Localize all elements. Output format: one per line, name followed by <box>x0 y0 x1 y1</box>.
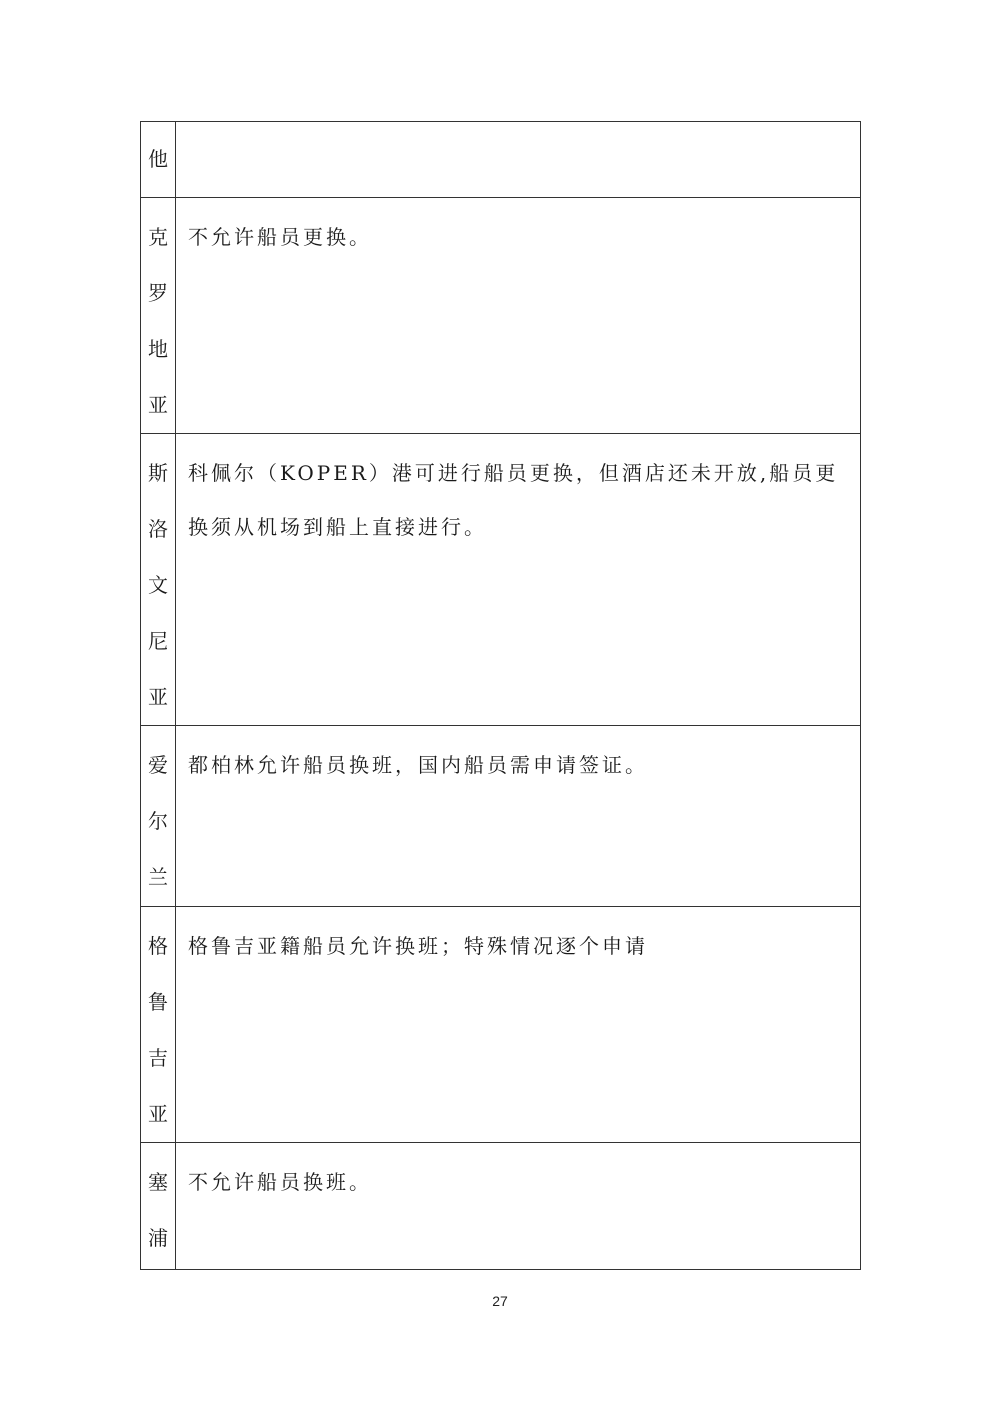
country-name: 爱尔兰 <box>148 753 168 889</box>
country-name: 克罗地亚 <box>148 225 168 417</box>
policy-cell <box>176 907 861 1143</box>
policy-cell <box>176 122 861 198</box>
country-policy-table <box>140 121 861 1270</box>
country-name: 斯洛文尼亚 <box>148 461 168 709</box>
country-cell <box>141 434 176 726</box>
policy-text: 科佩尔（KOPER）港可进行船员更换，但酒店还未开放,船员更换须从机场到船上直接进行。 <box>188 461 839 539</box>
table-row <box>141 726 861 907</box>
table-row <box>141 907 861 1143</box>
policy-text: 不允许船员换班。 <box>188 1170 372 1194</box>
country-name: 他 <box>148 147 168 171</box>
policy-cell <box>176 434 861 726</box>
table-row <box>141 434 861 726</box>
table-row <box>141 198 861 434</box>
country-cell <box>141 198 176 434</box>
country-name: 塞浦 <box>148 1170 168 1250</box>
table-row <box>141 1143 861 1270</box>
policy-text: 格鲁吉亚籍船员允许换班；特殊情况逐个申请 <box>188 934 648 958</box>
policy-cell <box>176 726 861 907</box>
country-name: 格鲁吉亚 <box>148 934 168 1126</box>
policy-cell <box>176 1143 861 1270</box>
country-cell <box>141 726 176 907</box>
country-cell <box>141 122 176 198</box>
policy-text: 不允许船员更换。 <box>188 225 372 249</box>
policy-text: 都柏林允许船员换班，国内船员需申请签证。 <box>188 753 648 777</box>
page-number: 27 <box>492 1293 508 1309</box>
country-cell <box>141 907 176 1143</box>
policy-cell <box>176 198 861 434</box>
table-row <box>141 122 861 198</box>
country-cell <box>141 1143 176 1270</box>
